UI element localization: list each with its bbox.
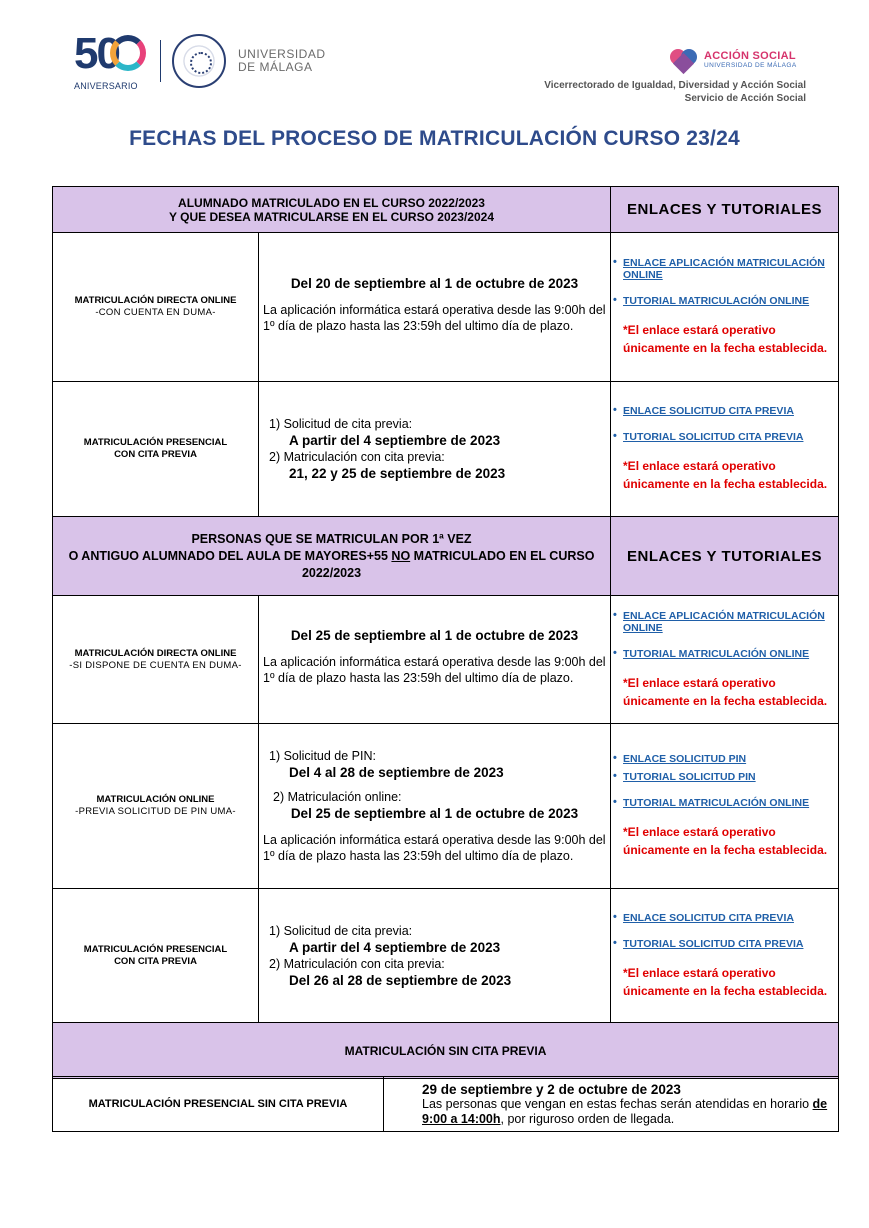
availability-note: La aplicación informática estará operativa desde las 9:00h del 1º día de plazo hasta las 23:59h del ultimo día de plazo. bbox=[263, 302, 606, 333]
section1-header: ALUMNADO MATRICULADO EN EL CURSO 2022/2023 Y QUE DESEA MATRICULARSE EN EL CURSO 2023/2024 bbox=[53, 187, 611, 233]
table-row bbox=[53, 1077, 839, 1132]
step2-date: Del 26 al 28 de septiembre de 2023 bbox=[289, 972, 512, 988]
heart-icon bbox=[668, 47, 700, 75]
accion-social-logo bbox=[668, 44, 828, 78]
date-range: Del 25 de septiembre al 1 de octubre de 2023 bbox=[290, 628, 579, 643]
row-label: MATRICULACIÓN ONLINE -PREVIA SOLICITUD DE PIN UMA- bbox=[53, 724, 259, 889]
step1-date: A partir del 4 septiembre de 2023 bbox=[289, 433, 501, 448]
hours: de 9:00 a 14:00h bbox=[422, 1096, 828, 1126]
link-warning: *El enlace estará operativo únicamente en la fecha establecida. bbox=[623, 825, 828, 857]
section3-header: MATRICULACIÓN SIN CITA PREVIA bbox=[53, 1023, 839, 1079]
row-dates bbox=[259, 889, 611, 1023]
university-name bbox=[238, 48, 326, 74]
table-row bbox=[53, 889, 839, 1023]
step1-date: A partir del 4 septiembre de 2023 bbox=[289, 939, 501, 955]
link-enlace-solicitud-pin[interactable]: • ENLACE SOLICITUD PIN bbox=[623, 753, 832, 765]
row-dates bbox=[259, 382, 611, 517]
link-tutorial-solicitud-pin[interactable]: • TUTORIAL SOLICITUD PIN bbox=[623, 771, 832, 783]
accion-social-title: ACCIÓN SOCIAL bbox=[704, 50, 796, 62]
row-label: MATRICULACIÓN DIRECTA ONLINE -CON CUENTA EN DUMA- bbox=[53, 233, 259, 382]
availability-note: La aplicación informática estará operativa desde las 9:00h del 1º día de plazo hasta las 23:59h del ultimo día de plazo. bbox=[263, 655, 606, 685]
row-dates bbox=[259, 596, 611, 724]
page-title: FECHAS DEL PROCESO DE MATRICULACIÓN CURSO 23/24 bbox=[129, 127, 740, 150]
row-links bbox=[611, 596, 839, 724]
row-label: MATRICULACIÓN PRESENCIAL SIN CITA PREVIA bbox=[53, 1077, 384, 1132]
anniversary-ring-icon bbox=[110, 35, 146, 71]
link-tutorial-matriculacion-online[interactable]: • TUTORIAL MATRICULACIÓN ONLINE bbox=[623, 295, 832, 307]
step2-label: 2) Matriculación con cita previa: bbox=[269, 450, 445, 464]
link-warning: *El enlace estará operativo únicamente en la fecha establecida. bbox=[623, 965, 828, 998]
row-links bbox=[611, 889, 839, 1023]
section2-header-row bbox=[53, 517, 839, 596]
servicio-text: Servicio de Acción Social bbox=[684, 93, 806, 104]
row-label: MATRICULACIÓN PRESENCIAL CON CITA PREVIA bbox=[53, 382, 259, 517]
link-enlace-matriculacion-online[interactable]: • ENLACE APLICACIÓN MATRICULACIÓN ONLINE bbox=[623, 610, 832, 634]
link-tutorial-cita-previa[interactable]: • TUTORIAL SOLICITUD CITA PREVIA bbox=[623, 431, 832, 443]
row-links bbox=[611, 382, 839, 517]
link-warning: *El enlace estará operativo únicamente en la fecha establecida. bbox=[623, 459, 828, 491]
university-name-line2: DE MÁLAGA bbox=[238, 60, 313, 74]
section1-header-row bbox=[53, 187, 839, 233]
university-seal-icon bbox=[172, 34, 226, 88]
step1-label: 1) Solicitud de cita previa: bbox=[269, 417, 413, 431]
logo-divider bbox=[160, 40, 161, 82]
link-enlace-cita-previa[interactable]: • ENLACE SOLICITUD CITA PREVIA bbox=[623, 912, 832, 924]
table-row bbox=[53, 233, 839, 382]
row-label: MATRICULACIÓN DIRECTA ONLINE -SI DISPONE DE CUENTA EN DUMA- bbox=[53, 596, 259, 724]
step2-label: 2) Matriculación con cita previa: bbox=[269, 956, 445, 971]
availability-note: La aplicación informática estará operativa desde las 9:00h del 1º día de plazo hasta las 23:59h del ultimo día de plazo. bbox=[263, 833, 606, 863]
row-links bbox=[611, 724, 839, 889]
step2-label: 2) Matriculación online: bbox=[273, 790, 402, 804]
row-dates bbox=[384, 1077, 839, 1132]
anniversary-logo bbox=[74, 29, 156, 94]
uma-50-aniversario-logo bbox=[74, 29, 326, 94]
row-dates bbox=[259, 233, 611, 382]
walk-in-table bbox=[52, 1076, 839, 1132]
link-tutorial-matriculacion-online[interactable]: • TUTORIAL MATRICULACIÓN ONLINE bbox=[623, 797, 832, 809]
university-name-line1: UNIVERSIDAD bbox=[238, 47, 326, 61]
link-tutorial-matriculacion-online[interactable]: • TUTORIAL MATRICULACIÓN ONLINE bbox=[623, 648, 832, 660]
link-enlace-matriculacion-online[interactable]: • ENLACE APLICACIÓN MATRICULACIÓN ONLINE bbox=[623, 257, 832, 281]
date-range: Del 20 de septiembre al 1 de octubre de 2023 bbox=[290, 275, 579, 291]
step2-date: Del 25 de septiembre al 1 de octubre de 2023 bbox=[290, 806, 579, 821]
section2-header: PERSONAS QUE SE MATRICULAN POR 1ª VEZ O ANTIGUO ALUMNADO DEL AULA DE MAYORES+55 NO MATRICULADO EN EL CURSO 2022/2023 bbox=[53, 517, 611, 596]
link-warning: *El enlace estará operativo únicamente en la fecha establecida. bbox=[623, 675, 828, 708]
table-row bbox=[53, 724, 839, 889]
link-warning: *El enlace estará operativo únicamente en la fecha establecida. bbox=[623, 323, 828, 355]
link-enlace-cita-previa[interactable]: • ENLACE SOLICITUD CITA PREVIA bbox=[623, 405, 832, 417]
links-header: ENLACES Y TUTORIALES bbox=[611, 517, 839, 596]
accion-social-subtitle: UNIVERSIDAD DE MÁLAGA bbox=[704, 62, 797, 69]
date-range: 29 de septiembre y 2 de octubre de 2023 bbox=[422, 1081, 681, 1097]
walk-in-note: Las personas que vengan en estas fechas serán atendidas en horario de 9:00 a 14:00h, por riguroso orden de llegada. bbox=[422, 1096, 828, 1126]
link-tutorial-cita-previa[interactable]: • TUTORIAL SOLICITUD CITA PREVIA bbox=[623, 938, 832, 950]
step1-date: Del 4 al 28 de septiembre de 2023 bbox=[289, 765, 504, 780]
anniversary-label: ANIVERSARIO bbox=[74, 81, 138, 91]
step2-date: 21, 22 y 25 de septiembre de 2023 bbox=[289, 466, 506, 481]
row-dates bbox=[259, 724, 611, 889]
department-info bbox=[544, 79, 806, 105]
section3-header-row bbox=[53, 1023, 839, 1079]
step1-label: 1) Solicitud de cita previa: bbox=[269, 923, 413, 938]
table-row bbox=[53, 382, 839, 517]
row-links bbox=[611, 233, 839, 382]
row-label: MATRICULACIÓN PRESENCIAL CON CITA PREVIA bbox=[53, 889, 259, 1023]
vicerrectorado-text: Vicerrectorado de Igualdad, Diversidad y Acción Social bbox=[544, 80, 806, 91]
table-row bbox=[53, 596, 839, 724]
step1-label: 1) Solicitud de PIN: bbox=[269, 749, 376, 763]
anniversary-number: 50 bbox=[74, 29, 119, 78]
links-header: ENLACES Y TUTORIALES bbox=[611, 187, 839, 233]
enrollment-dates-table bbox=[52, 186, 839, 1079]
